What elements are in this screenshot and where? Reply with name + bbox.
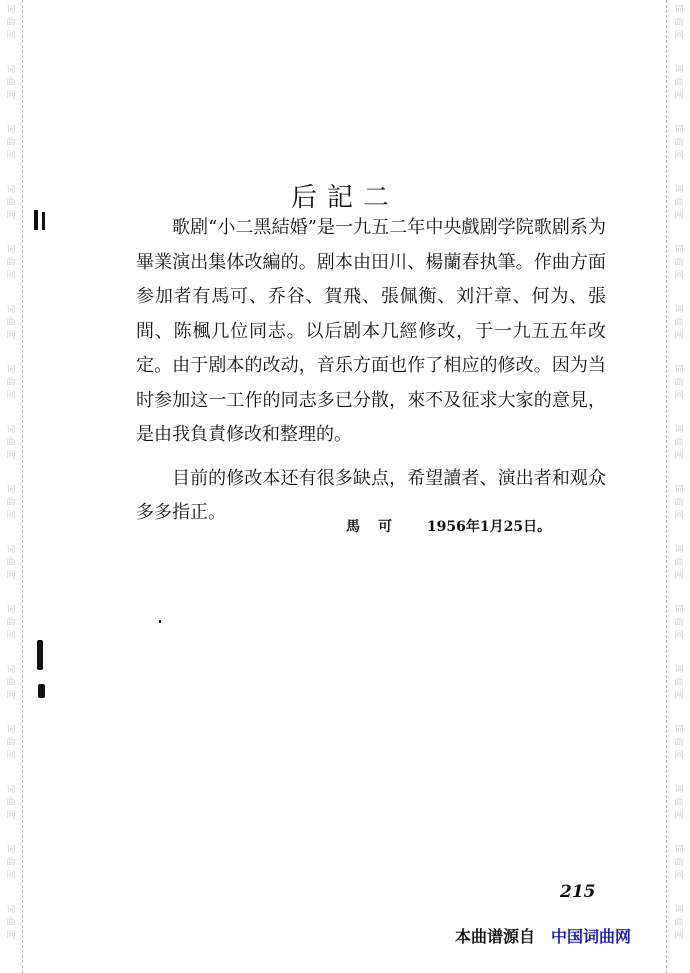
watermark-char: 曲 [6, 78, 16, 88]
watermark-char: 曲 [6, 258, 16, 268]
watermark-char: 曲 [6, 498, 16, 508]
watermark-group [674, 420, 683, 480]
watermark-char: 词 [6, 545, 16, 555]
watermark-char: 网 [674, 811, 684, 821]
watermark-char: 曲 [6, 798, 16, 808]
watermark-char: 网 [674, 271, 684, 281]
watermark-char: 曲 [6, 378, 16, 388]
watermark-char: 词 [6, 5, 16, 15]
watermark-group [674, 600, 683, 660]
watermark-group [6, 360, 15, 420]
left-watermark-column [4, 0, 18, 973]
watermark-char: 词 [6, 365, 16, 375]
author-name: 馬可 [346, 519, 410, 535]
watermark-char: 网 [674, 631, 684, 641]
watermark-char: 曲 [674, 198, 684, 208]
watermark-group [6, 60, 15, 120]
watermark-char: 网 [6, 451, 16, 461]
watermark-group [674, 300, 683, 360]
watermark-char: 曲 [674, 558, 684, 568]
watermark-char: 词 [6, 605, 16, 615]
watermark-char: 曲 [674, 78, 684, 88]
watermark-char: 曲 [674, 498, 684, 508]
watermark-char: 曲 [6, 438, 16, 448]
watermark-group [674, 240, 683, 300]
watermark-char: 网 [674, 391, 684, 401]
watermark-char: 词 [6, 665, 16, 675]
watermark-char: 网 [6, 691, 16, 701]
watermark-char: 词 [6, 305, 16, 315]
watermark-char: 曲 [674, 258, 684, 268]
watermark-char: 曲 [6, 918, 16, 928]
watermark-char: 网 [674, 451, 684, 461]
watermark-char: 网 [6, 391, 16, 401]
watermark-char: 词 [6, 185, 16, 195]
watermark-char: 网 [674, 751, 684, 761]
watermark-char: 曲 [6, 858, 16, 868]
watermark-char: 网 [6, 811, 16, 821]
watermark-group [674, 720, 683, 780]
watermark-char: 词 [674, 485, 684, 495]
signature-line [346, 516, 551, 536]
watermark-char: 曲 [6, 618, 16, 628]
watermark-char: 曲 [674, 858, 684, 868]
watermark-char: 词 [674, 305, 684, 315]
scan-mark [38, 684, 45, 698]
scan-mark [37, 640, 43, 670]
watermark-char: 网 [6, 271, 16, 281]
watermark-group [6, 120, 15, 180]
watermark-char: 词 [674, 185, 684, 195]
afterword-body [136, 211, 606, 531]
watermark-char: 曲 [6, 738, 16, 748]
watermark-char: 网 [674, 31, 684, 41]
watermark-group [674, 0, 683, 60]
watermark-char: 词 [6, 725, 16, 735]
watermark-char: 网 [6, 571, 16, 581]
watermark-char: 网 [674, 151, 684, 161]
watermark-char: 词 [674, 905, 684, 915]
watermark-char: 曲 [674, 438, 684, 448]
watermark-char: 曲 [674, 618, 684, 628]
watermark-char: 词 [674, 545, 684, 555]
left-page-edge [22, 0, 24, 973]
watermark-char: 词 [674, 725, 684, 735]
watermark-char: 曲 [674, 138, 684, 148]
source-label: 本曲谱源自 [455, 927, 536, 946]
watermark-group [674, 480, 683, 540]
watermark-group [674, 540, 683, 600]
watermark-char: 网 [674, 211, 684, 221]
watermark-group [674, 360, 683, 420]
watermark-char: 网 [6, 631, 16, 641]
watermark-group [6, 720, 15, 780]
watermark-char: 网 [674, 571, 684, 581]
watermark-char: 曲 [6, 678, 16, 688]
watermark-char: 曲 [674, 318, 684, 328]
paragraph: 歌剧“小二黑結婚”是一九五二年中央戲剧学院歌剧系为畢業演出集体改編的。剧本由田川、楊蘭春执筆。作曲方面参加者有馬可、乔谷、賀飛、張佩衡、刘汗章、何为、張間、陈楓几位同志。以后剧本几經修改，于一九五五年改定。由于剧本的改动，音乐方面也作了相应的修改。因为当时参加这一工作的同志多已分散，來不及征求大家的意見，是由我負責修改和整理的。 [136, 217, 606, 445]
watermark-char: 网 [6, 511, 16, 521]
watermark-char: 词 [674, 605, 684, 615]
watermark-char: 曲 [6, 138, 16, 148]
watermark-char: 网 [6, 31, 16, 41]
watermark-char: 曲 [674, 738, 684, 748]
watermark-char: 词 [674, 785, 684, 795]
watermark-group [6, 300, 15, 360]
watermark-char: 网 [674, 91, 684, 101]
watermark-char: 曲 [6, 198, 16, 208]
watermark-group [6, 660, 15, 720]
watermark-group [6, 240, 15, 300]
watermark-group [6, 780, 15, 840]
scan-mark [159, 620, 161, 623]
watermark-group [674, 120, 683, 180]
watermark-group [6, 600, 15, 660]
watermark-char: 词 [6, 845, 16, 855]
watermark-char: 词 [6, 125, 16, 135]
watermark-group [6, 420, 15, 480]
source-credit [455, 924, 631, 947]
watermark-char: 网 [6, 331, 16, 341]
watermark-char: 词 [6, 65, 16, 75]
watermark-char: 词 [674, 365, 684, 375]
right-watermark-column [672, 0, 686, 973]
watermark-group [6, 540, 15, 600]
source-site-link[interactable]: 中国词曲网 [551, 927, 632, 946]
watermark-char: 词 [674, 845, 684, 855]
watermark-group [674, 660, 683, 720]
watermark-char: 网 [6, 91, 16, 101]
watermark-char: 词 [6, 905, 16, 915]
watermark-char: 词 [674, 65, 684, 75]
watermark-char: 词 [674, 665, 684, 675]
watermark-char: 网 [6, 211, 16, 221]
page-number: 215 [560, 882, 596, 902]
watermark-char: 词 [6, 485, 16, 495]
watermark-char: 网 [674, 511, 684, 521]
watermark-char: 词 [6, 245, 16, 255]
watermark-group [674, 900, 683, 960]
watermark-char: 曲 [674, 918, 684, 928]
scan-mark [42, 212, 45, 230]
watermark-char: 词 [6, 785, 16, 795]
signature-date: 1956年1月25日。 [426, 519, 552, 535]
watermark-char: 网 [674, 931, 684, 941]
watermark-char: 词 [674, 425, 684, 435]
watermark-group [674, 780, 683, 840]
watermark-char: 网 [674, 871, 684, 881]
watermark-char: 网 [674, 331, 684, 341]
watermark-char: 网 [6, 871, 16, 881]
watermark-char: 网 [674, 691, 684, 701]
watermark-char: 词 [674, 5, 684, 15]
watermark-char: 曲 [674, 378, 684, 388]
watermark-group [6, 0, 15, 60]
watermark-char: 曲 [674, 678, 684, 688]
watermark-char: 网 [6, 151, 16, 161]
page-title: 后記二 [290, 183, 399, 214]
watermark-char: 曲 [6, 18, 16, 28]
watermark-char: 曲 [674, 18, 684, 28]
watermark-char: 网 [6, 751, 16, 761]
watermark-char: 词 [674, 245, 684, 255]
watermark-char: 网 [6, 931, 16, 941]
watermark-char: 曲 [6, 558, 16, 568]
watermark-group [6, 840, 15, 900]
watermark-char: 词 [674, 125, 684, 135]
right-page-edge [666, 0, 668, 973]
watermark-char: 曲 [6, 318, 16, 328]
watermark-group [674, 60, 683, 120]
watermark-group [6, 480, 15, 540]
paragraph: 目前的修改本还有很多缺点，希望讀者、演出者和观众多多指正。 [136, 467, 606, 523]
watermark-group [6, 900, 15, 960]
watermark-group [674, 840, 683, 900]
watermark-char: 词 [6, 425, 16, 435]
watermark-char: 曲 [674, 798, 684, 808]
